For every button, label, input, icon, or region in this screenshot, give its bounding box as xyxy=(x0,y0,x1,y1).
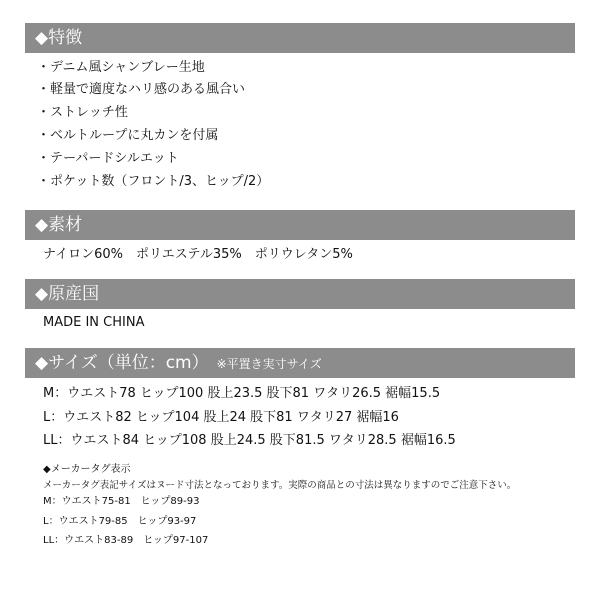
material-text: ナイロン60% ポリエステル35% ポリウレタン5% xyxy=(43,247,353,262)
origin-header xyxy=(25,279,575,309)
feature-item-3: ・ストレッチ性 xyxy=(37,105,128,120)
size-header-label: ◆サイズ（単位：cm） xyxy=(35,353,209,373)
material-header xyxy=(25,210,575,240)
features-header xyxy=(25,23,575,53)
maker-tag-description: メーカータグ表記サイズはヌード寸法となっております。実際の商品との寸法は異なりますのでご注意下さい。 xyxy=(43,480,517,491)
features-header-label: ◆特徴 xyxy=(35,28,83,48)
size-row-m: M：ウエスト78 ヒップ100 股上23.5 股下81 ワタリ26.5 裾幅15.5 xyxy=(43,386,441,401)
size-header xyxy=(25,348,575,378)
size-row-l: L：ウエスト82 ヒップ104 股上24 股下81 ワタリ27 裾幅16 xyxy=(43,410,399,425)
maker-tag-row-ll: LL：ウエスト83-89 ヒップ97-107 xyxy=(43,535,209,546)
feature-item-2: ・軽量で適度なハリ感のある風合い xyxy=(37,82,246,97)
feature-item-5: ・テーパードシルエット xyxy=(37,151,179,166)
maker-tag-row-m: M：ウエスト75-81 ヒップ89-93 xyxy=(43,496,200,507)
size-header-note: ※平置き実寸サイズ xyxy=(216,357,322,371)
feature-item-6: ・ポケット数（フロント/3、ヒップ/2） xyxy=(37,174,270,189)
feature-item-1: ・デニム風シャンブレー生地 xyxy=(37,60,205,75)
origin-header-label: ◆原産国 xyxy=(35,284,100,304)
material-header-label: ◆素材 xyxy=(35,215,83,235)
origin-text: MADE IN CHINA xyxy=(43,315,145,330)
maker-tag-row-l: L：ウエスト79-85 ヒップ93-97 xyxy=(43,516,197,527)
size-row-ll: LL：ウエスト84 ヒップ108 股上24.5 股下81.5 ワタリ28.5 裾幅16.5 xyxy=(43,433,456,448)
maker-tag-title: ◆メーカータグ表示 xyxy=(43,464,131,475)
feature-item-4: ・ベルトループに丸カンを付属 xyxy=(37,128,219,143)
